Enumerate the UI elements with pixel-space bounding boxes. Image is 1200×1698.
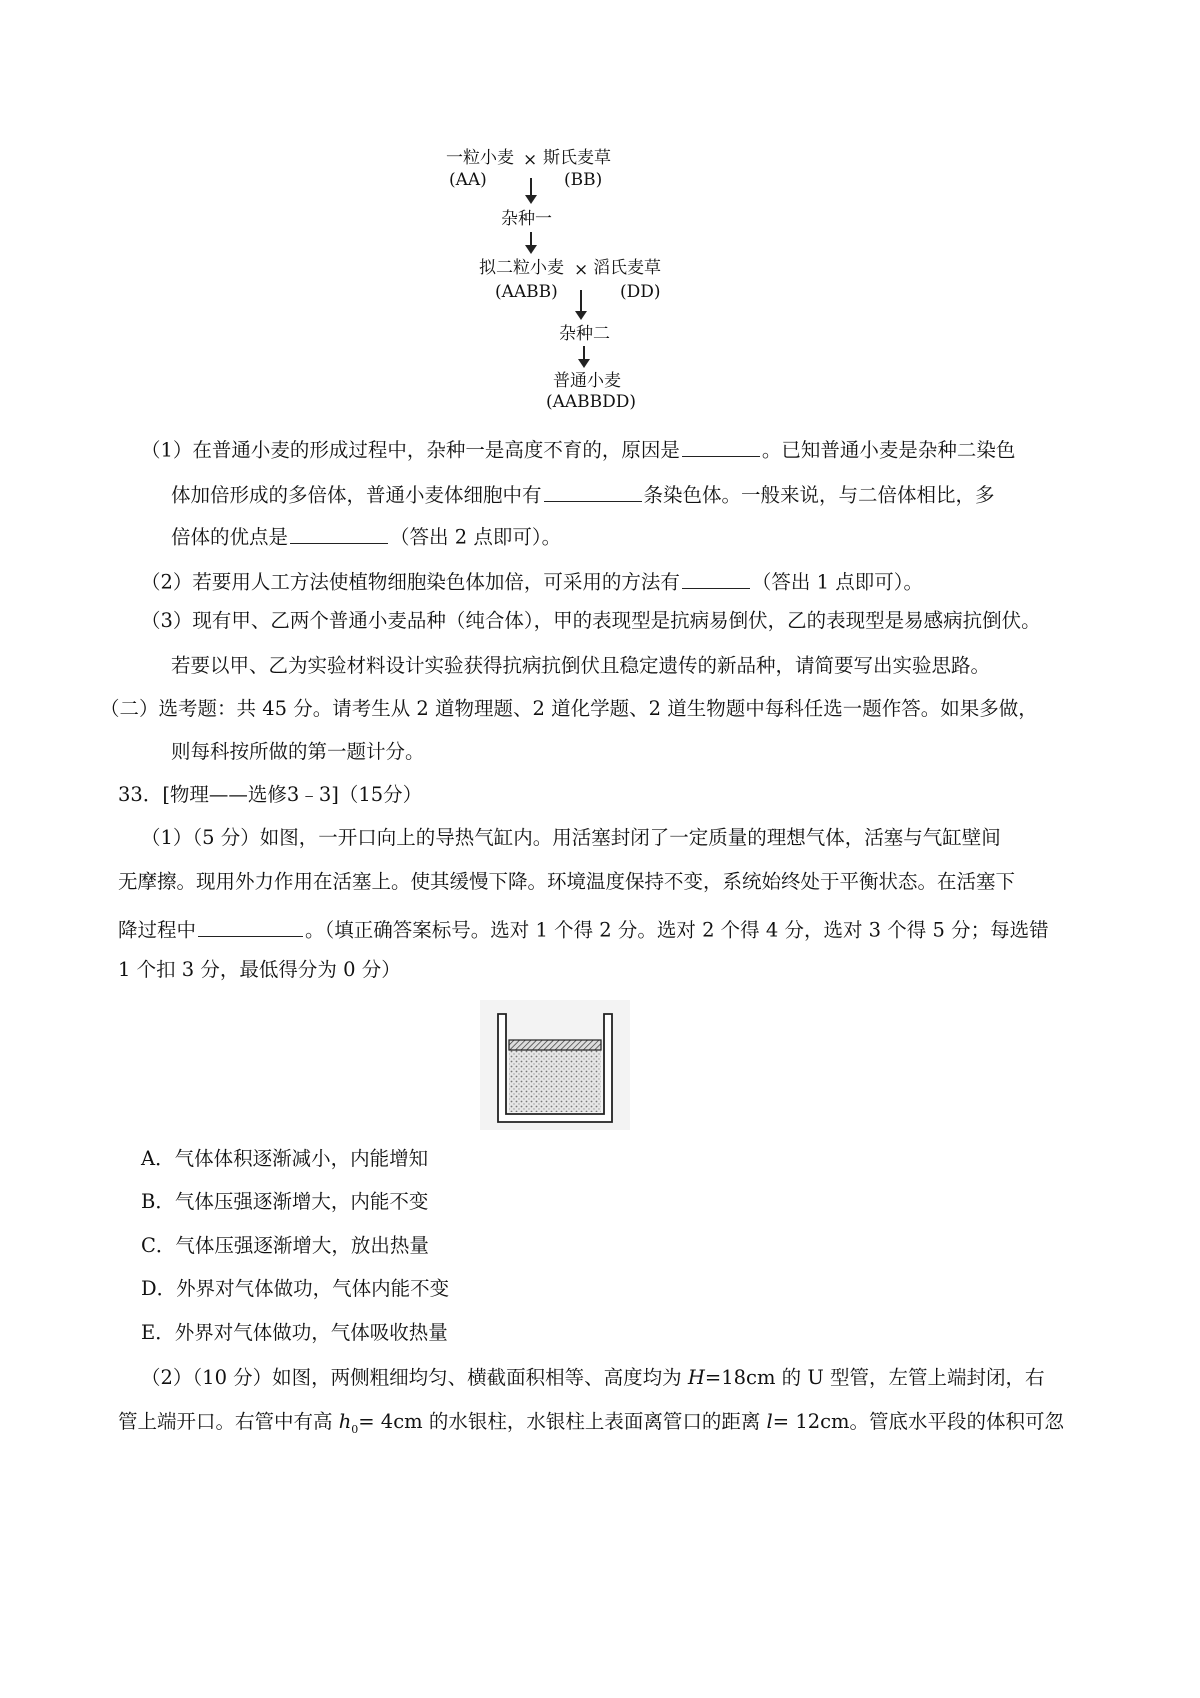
arrow-down-icon [580,290,582,318]
q1-line2 [171,481,995,505]
parent3-genotype: (AABB) [495,282,558,302]
q1-text-d: 条染色体。一般来说，与二倍体相比，多 [643,483,995,507]
q3-line1: （3）现有甲、乙两个普通小麦品种（纯合体），甲的表现型是抗病易倒伏，乙的表现型是易感病抗倒伏。 [141,609,1041,632]
q2-line [141,568,923,592]
q1-line3 [171,523,561,547]
q33-p2-text-a: （2）（10 分）如图，两侧粗细均匀、横截面积相等、高度均为 [141,1366,688,1389]
parent4-name: 滔氏麦草 [593,258,661,278]
q33-p2-text-e: = 12cm。管底水平段的体积可忽 [772,1410,1065,1433]
arrow-down-icon [530,232,532,252]
cross-symbol: × [574,260,589,280]
parent1-name: 一粒小麦 [446,148,514,168]
parent3-name: 拟二粒小麦 [479,258,564,278]
q1-line1 [141,436,1015,460]
q33-p1-line3 [118,916,1049,940]
q33-p2-line2 [118,1412,1064,1435]
parent1-genotype: (AA) [449,170,487,190]
option-d: D．外界对气体做功，气体内能不变 [141,1277,450,1300]
answer-blank[interactable] [544,481,642,502]
gas-region [509,1050,601,1112]
section2-line1: （二）选考题：共 45 分。请考生从 2 道物理题、2 道化学题、2 道生物题中每科任选一题作答。如果多做， [100,697,1038,720]
q33-text-b: 。（填正确答案标号。选对 1 个得 2 分。选对 2 个得 4 分，选对 3 个得 5 分；每选错 [305,918,1049,942]
gas-cylinder-figure [480,1000,630,1130]
var-h: h [338,1410,352,1433]
q33-p2-text-b: =18cm 的 U 型管，左管上端封闭，右 [704,1366,1045,1389]
option-a: A．气体体积逐渐减小，内能增知 [141,1147,429,1170]
q33-title: 33．[物理——选修3﹣3]（15分） [118,783,423,806]
hybrid2-label: 杂种二 [559,324,610,344]
var-h-subscript: 0 [351,1422,359,1436]
q33-p2-text-d: = 4cm 的水银柱，水银柱上表面离管口的距离 [358,1410,767,1433]
var-l: l [766,1410,773,1433]
q3-line2: 若要以甲、乙为实验材料设计实验获得抗病抗倒伏且稳定遗传的新品种，请简要写出实验思路。 [171,654,991,677]
option-e: E．外界对气体做功，气体吸收热量 [141,1321,448,1344]
cross-symbol: × [523,150,538,170]
option-c: C．气体压强逐渐增大，放出热量 [141,1234,429,1257]
arrow-down-icon [583,346,585,366]
section2-line2: 则每科按所做的第一题计分。 [171,740,425,763]
final-genotype: (AABBDD) [546,392,637,412]
q1-text-f: （答出 2 点即可）。 [390,525,562,549]
option-b: B．气体压强逐渐增大，内能不变 [141,1190,429,1213]
answer-blank[interactable] [290,523,388,544]
answer-blank[interactable] [682,568,750,589]
q2-text-b: （答出 1 点即可）。 [751,570,923,594]
parent4-genotype: (DD) [620,282,661,302]
answer-blank[interactable] [198,916,303,937]
q33-p1-line2: 无摩擦。现用外力作用在活塞上。使其缓慢下降。环境温度保持不变，系统始终处于平衡状态。在活塞下 [118,870,1016,893]
q1-text-b: 。已知普通小麦是杂种二染色 [761,438,1016,462]
q2-text-a: （2）若要用人工方法使植物细胞染色体加倍，可采用的方法有 [141,570,680,594]
q33-text-a: 降过程中 [118,918,197,942]
q33-p2-line1 [141,1368,1044,1388]
hybrid1-label: 杂种一 [501,209,552,229]
parent2-genotype: (BB) [564,170,603,190]
final-name: 普通小麦 [553,371,621,391]
parent2-name: 斯氏麦草 [543,148,611,168]
arrow-down-icon [530,178,532,202]
q1-text-c: 体加倍形成的多倍体，普通小麦体细胞中有 [171,483,542,507]
var-H: H [687,1366,705,1389]
q33-p1-line1: （1）（5 分）如图，一开口向上的导热气缸内。用活塞封闭了一定质量的理想气体，活塞与气缸壁间 [141,826,1001,849]
q1-text-e: 倍体的优点是 [171,525,289,549]
answer-blank[interactable] [682,436,760,457]
q1-text-a: （1）在普通小麦的形成过程中，杂种一是高度不育的，原因是 [141,438,680,462]
q33-p2-text-c: 管上端开口。右管中有高 [118,1410,339,1433]
q33-p1-line4: 1 个扣 3 分，最低得分为 0 分） [118,958,401,981]
piston [509,1040,601,1050]
